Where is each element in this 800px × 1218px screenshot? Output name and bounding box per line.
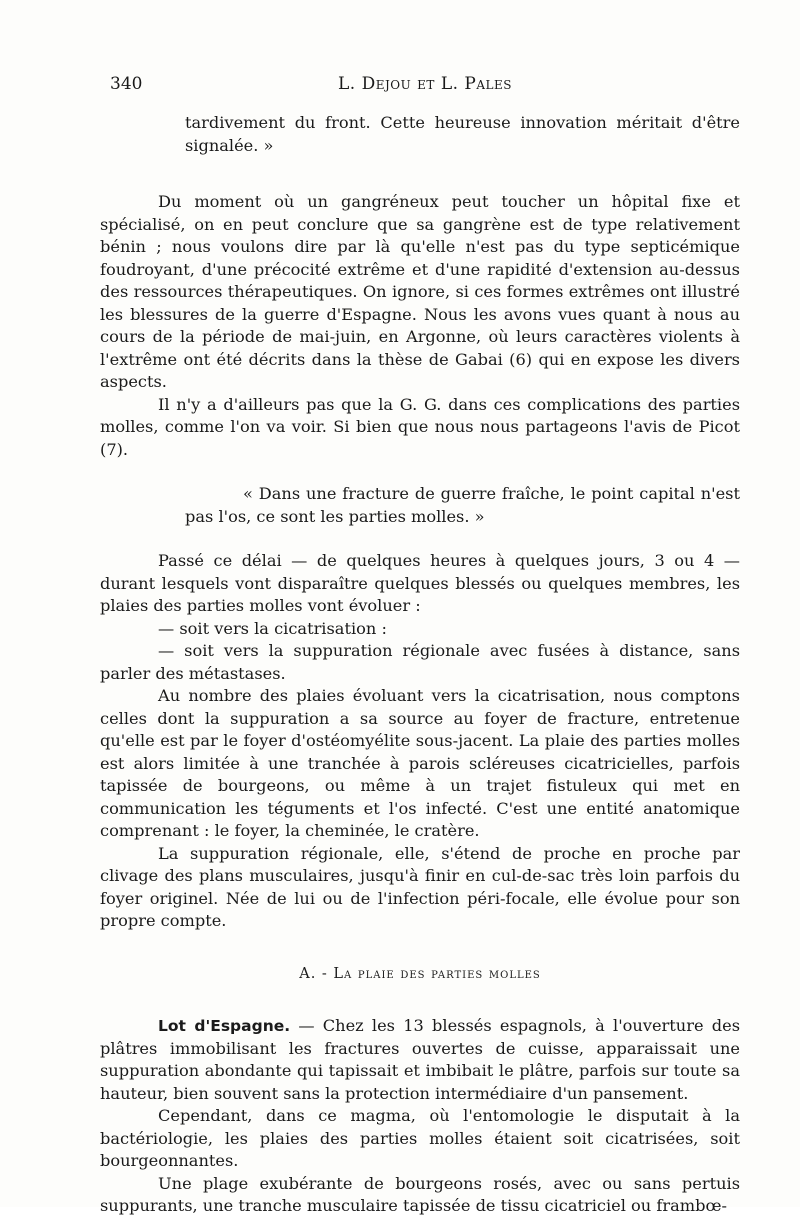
paragraph-delai: Passé ce délai — de quelques heures à quelques jours, 3 ou 4 — durant lesquels vont disparaître quelques blessés ou quelques membres, les plaies des parties molles vont évoluer :	[100, 551, 740, 615]
paragraph-bourgeons: Une plage exubérante de bourgeons rosés, avec ou sans pertuis suppurants, une tranche musculaire tapissée de tissu cicatriciel ou frambœ-	[100, 1173, 740, 1215]
paragraph-picot: Il n'y a d'ailleurs pas que la G. G. dans ces complications des parties molles, comme l'on va voir. Si bien que nous nous partageons l'avis de Picot (7).	[100, 394, 740, 459]
lot-text: — Chez les 13 blessés espagnols, à l'ouverture des plâtres immobilisant les fractures ouvertes de cuisse, apparaissait une suppuration abondante qui tapissait et imbibait le plâtre, parfois sur toute sa hauteur, bien souvent sans la protection intermédiaire d'un pansement.	[100, 1016, 741, 1103]
paragraph-magma: Cependant, dans ce magma, où l'entomologie le disputait à la bactériologie, les plaies des parties molles étaient soit cicatrisées, soit bourgeonnantes.	[100, 1106, 740, 1170]
paragraph-gangrene: Du moment où un gangréneux peut toucher un hôpital fixe et spécialisé, on en peut conclure que sa gangrène est de type relativement bénin ; nous voulons dire par là qu'elle n'est pas du type septicémique foudroyant, d'une précocité extrême et d'une rapidité d'extension au-dessus des ressources thérapeutiques. On ignore, si ces formes extrêmes ont illustré les blessures de la guerre d'Espagne. Nous les avons vues quant à nous au cours de la période de mai-juin, en Argonne, où leurs caractères violents à l'extrême ont été décrits dans la thèse de Gabai (6) qui en expose les divers aspects.	[100, 192, 740, 391]
page-number: 340	[110, 74, 143, 94]
lot-title: Lot d'Espagne.	[158, 1017, 291, 1035]
quote-continuation: tardivement du front. Cette heureuse innovation méritait d'être signalée. »	[185, 113, 740, 155]
body-text	[100, 112, 740, 1218]
block-quote-picot: « Dans une fracture de guerre fraîche, le point capital n'est pas l'os, ce sont les parties molles. »	[185, 484, 740, 526]
paragraph-lot-espagne	[100, 1015, 740, 1105]
list-item-cicatrisation: — soit vers la cicatrisation :	[158, 618, 387, 638]
section-heading: A. - La plaie des parties molles	[299, 965, 541, 982]
paragraph-suppuration: La suppuration régionale, elle, s'étend de proche en proche par clivage des plans musculaires, jusqu'à finir en cul-de-sac très loin parfois du foyer originel. Née de lui ou de l'infection péri-focale, elle évolue pour son propre compte.	[100, 843, 740, 930]
list-item-suppuration: — soit vers la suppuration régionale avec fusées à distance, sans parler des métastases.	[100, 641, 740, 683]
page-header	[110, 74, 740, 98]
paragraph-cicatrisation: Au nombre des plaies évoluant vers la cicatrisation, nous comptons celles dont la suppuration a sa source au foyer de fracture, entretenue qu'elle est par le foyer d'ostéomyélite sous-jacent. La plaie des parties molles est alors limitée à une tranchée à parois scléreuses cicatricielles, parfois tapissée de bourgeons, ou même à un trajet fistuleux qui met en communication les téguments et l'os infecté. C'est une entité anatomique comprenant : le foyer, la cheminée, le cratère.	[100, 686, 740, 840]
running-head: L. Dejou et L. Pales	[338, 74, 512, 94]
